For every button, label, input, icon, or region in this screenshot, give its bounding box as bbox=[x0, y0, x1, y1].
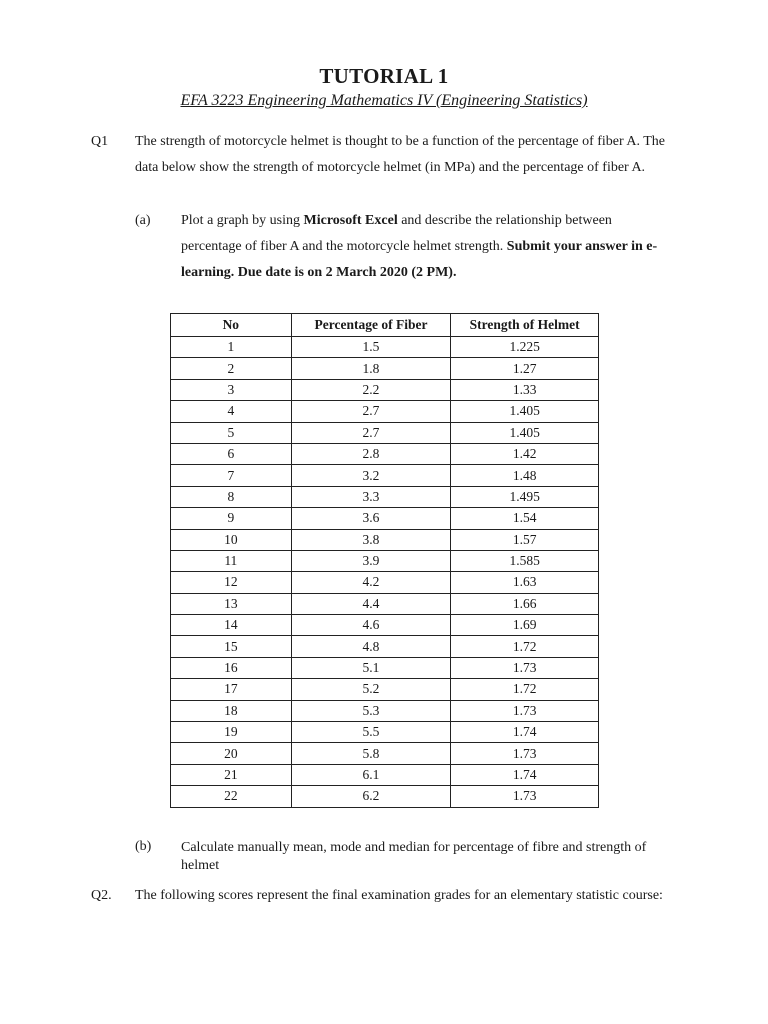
q1a-text-2: and describe the relationship between percentage of fiber A and the motorcycle helmet strength. bbox=[181, 213, 612, 254]
q1-intro: The strength of motorcycle helmet is thought to be a function of the percentage of fiber A. The data below show the strength of motorcycle helmet (in MPa) and the percentage of fiber A. bbox=[135, 134, 666, 175]
cell-strength: 1.72 bbox=[451, 636, 599, 657]
cell-strength: 1.48 bbox=[451, 465, 599, 486]
cell-no: 2 bbox=[171, 358, 292, 379]
q1b-text: Calculate manually mean, mode and median for percentage of fibre and strength of helmet bbox=[181, 840, 647, 873]
table-row bbox=[171, 743, 599, 764]
cell-strength: 1.585 bbox=[451, 550, 599, 571]
table-row bbox=[171, 337, 599, 358]
cell-no: 15 bbox=[171, 636, 292, 657]
table-row bbox=[171, 422, 599, 443]
table-row bbox=[171, 636, 599, 657]
table-row bbox=[171, 700, 599, 721]
table-row bbox=[171, 657, 599, 678]
cell-fiber: 5.3 bbox=[291, 700, 451, 721]
table-row bbox=[171, 401, 599, 422]
table-row bbox=[171, 615, 599, 636]
cell-fiber: 1.5 bbox=[291, 337, 451, 358]
cell-fiber: 1.8 bbox=[291, 358, 451, 379]
cell-no: 18 bbox=[171, 700, 292, 721]
cell-no: 22 bbox=[171, 786, 292, 807]
cell-no: 6 bbox=[171, 443, 292, 464]
cell-strength: 1.405 bbox=[451, 422, 599, 443]
cell-fiber: 5.5 bbox=[291, 722, 451, 743]
table-row bbox=[171, 764, 599, 785]
cell-no: 20 bbox=[171, 743, 292, 764]
cell-fiber: 4.4 bbox=[291, 593, 451, 614]
table-row bbox=[171, 722, 599, 743]
column-header-fiber: Percentage of Fiber bbox=[291, 314, 451, 337]
cell-fiber: 3.8 bbox=[291, 529, 451, 550]
cell-strength: 1.73 bbox=[451, 657, 599, 678]
cell-fiber: 3.3 bbox=[291, 486, 451, 507]
cell-no: 5 bbox=[171, 422, 292, 443]
q2-number: Q2. bbox=[91, 888, 112, 903]
cell-fiber: 6.2 bbox=[291, 786, 451, 807]
table-row bbox=[171, 550, 599, 571]
cell-fiber: 4.6 bbox=[291, 615, 451, 636]
q1a-bold-2: Submit your answer in e-learning. Due date is on 2 March 2020 (2 PM). bbox=[181, 239, 658, 280]
cell-strength: 1.33 bbox=[451, 379, 599, 400]
cell-no: 21 bbox=[171, 764, 292, 785]
cell-strength: 1.42 bbox=[451, 443, 599, 464]
table-row bbox=[171, 593, 599, 614]
table-row bbox=[171, 486, 599, 507]
cell-strength: 1.74 bbox=[451, 722, 599, 743]
table-row bbox=[171, 465, 599, 486]
cell-fiber: 2.7 bbox=[291, 422, 451, 443]
table-row bbox=[171, 379, 599, 400]
cell-fiber: 3.6 bbox=[291, 508, 451, 529]
table-row bbox=[171, 358, 599, 379]
cell-strength: 1.405 bbox=[451, 401, 599, 422]
cell-strength: 1.74 bbox=[451, 764, 599, 785]
cell-fiber: 5.1 bbox=[291, 657, 451, 678]
cell-fiber: 5.8 bbox=[291, 743, 451, 764]
cell-no: 17 bbox=[171, 679, 292, 700]
cell-no: 4 bbox=[171, 401, 292, 422]
cell-no: 8 bbox=[171, 486, 292, 507]
cell-fiber: 3.2 bbox=[291, 465, 451, 486]
table-body bbox=[171, 337, 599, 808]
cell-no: 3 bbox=[171, 379, 292, 400]
cell-no: 12 bbox=[171, 572, 292, 593]
q1a-text bbox=[181, 208, 671, 286]
cell-fiber: 6.1 bbox=[291, 764, 451, 785]
column-header-strength: Strength of Helmet bbox=[451, 314, 599, 337]
cell-no: 9 bbox=[171, 508, 292, 529]
cell-fiber: 2.7 bbox=[291, 401, 451, 422]
cell-strength: 1.72 bbox=[451, 679, 599, 700]
document-subtitle: EFA 3223 Engineering Mathematics IV (Engineering Statistics) bbox=[180, 92, 588, 109]
table-row bbox=[171, 786, 599, 807]
q1a-label: (a) bbox=[135, 213, 151, 228]
table-row bbox=[171, 529, 599, 550]
cell-no: 16 bbox=[171, 657, 292, 678]
cell-fiber: 2.2 bbox=[291, 379, 451, 400]
table-row bbox=[171, 443, 599, 464]
cell-strength: 1.54 bbox=[451, 508, 599, 529]
cell-strength: 1.63 bbox=[451, 572, 599, 593]
q2-text: The following scores represent the final examination grades for an elementary statistic course: bbox=[135, 888, 663, 903]
table-row bbox=[171, 572, 599, 593]
table-row bbox=[171, 679, 599, 700]
cell-fiber: 4.2 bbox=[291, 572, 451, 593]
cell-fiber: 2.8 bbox=[291, 443, 451, 464]
cell-no: 19 bbox=[171, 722, 292, 743]
cell-no: 10 bbox=[171, 529, 292, 550]
cell-strength: 1.57 bbox=[451, 529, 599, 550]
cell-strength: 1.495 bbox=[451, 486, 599, 507]
q1b-label: (b) bbox=[135, 839, 152, 854]
cell-fiber: 5.2 bbox=[291, 679, 451, 700]
document-title: TUTORIAL 1 bbox=[319, 64, 449, 88]
table-header-row bbox=[171, 314, 599, 337]
q1a-bold-1: Microsoft Excel bbox=[303, 213, 398, 228]
cell-no: 1 bbox=[171, 337, 292, 358]
cell-strength: 1.225 bbox=[451, 337, 599, 358]
data-table bbox=[170, 313, 599, 808]
cell-strength: 1.73 bbox=[451, 700, 599, 721]
q1-number: Q1 bbox=[91, 134, 109, 149]
cell-strength: 1.73 bbox=[451, 786, 599, 807]
cell-fiber: 4.8 bbox=[291, 636, 451, 657]
cell-strength: 1.27 bbox=[451, 358, 599, 379]
cell-strength: 1.66 bbox=[451, 593, 599, 614]
cell-no: 7 bbox=[171, 465, 292, 486]
column-header-no: No bbox=[171, 314, 292, 337]
table-row bbox=[171, 508, 599, 529]
cell-fiber: 3.9 bbox=[291, 550, 451, 571]
cell-no: 13 bbox=[171, 593, 292, 614]
cell-no: 14 bbox=[171, 615, 292, 636]
cell-strength: 1.69 bbox=[451, 615, 599, 636]
q1a-text-1: Plot a graph by using bbox=[181, 213, 304, 228]
cell-no: 11 bbox=[171, 550, 292, 571]
cell-strength: 1.73 bbox=[451, 743, 599, 764]
